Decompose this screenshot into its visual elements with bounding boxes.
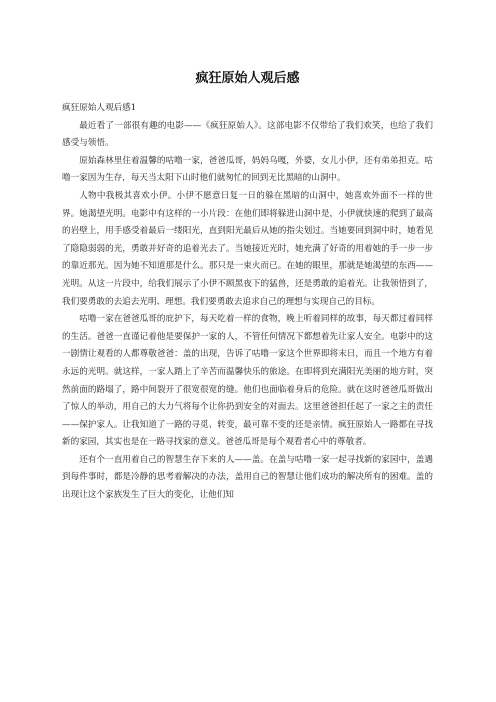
- paragraph-3: 人物中我极其喜欢小伊。小伊不愿意日复一日的躲在黑暗的山洞中，她喜欢外面不一样的世界。她渴望光明。电影中有这样的一小片段：在他们即将躲进山洞中是，小伊就快速的爬到了最高的岩壁上，用手感受着最后一缕阳光，直到阳光最后从她的指尖划过。当她要回到洞中时，她看见了隐隐弱弱的光，勇敢并好奇的追着光去了。当她接近光时，她充满了好奇的用着她的手一步一步的靠近那光。因为她不知道那是什么。那只是一束火而已。在她的眼里，那就是她渴望的东西——光明。从这一片段中，给我们展示了小伊不顾黑夜下的猛兽，还是勇敢的追着光。让我领悟到了，我们要勇敢的去追去光明、理想。我们要勇敢去追求自己的理想与实现自己的目标。: [62, 190, 433, 307]
- paragraph-2: 原始森林里住着温馨的咕噜一家，爸爸瓜哥，妈妈乌嘎，外婆，女儿小伊，还有弟弟担克。咕噜一家因为生存，每天当太阳下山时他们就匆忙的回到无比黑暗的山洞中。: [62, 155, 433, 184]
- document-subtitle: 疯狂原始人观后感1: [62, 103, 137, 113]
- paragraph-4: 咕噜一家在爸爸瓜哥的庇护下，每天吃着一样的食物，晚上听着同样的故事，每天都过着同样的生活。爸爸一直谨记着他是要保护一家的人，不管任何情况下都想着先让家人安全。电影中的这一剧情让观看的人都尊敬爸爸：盖的出现，告诉了咕噜一家这个世界即将末日，而且一个地方有着永远的光明。就这样，一家人踏上了辛苦而温馨快乐的旅途。在即将到充满阳光美丽的地方时，突然前面的路塌了，路中间裂开了很宽很宽的缝。他们也面临着身后的危险。就在这时爸爸瓜哥做出了惊人的举动，用自己的大力气将每个让你扔到安全的对面去。这里爸爸担任起了一家之主的责任——保护家人。让我知道了一路的寻觅、转变，最可靠不变的还是亲情。疯狂原始人一路都在寻找新的家园，其实也是在一路寻找家的意义。爸爸瓜哥是每个观看者心中的尊敬者。: [62, 314, 433, 448]
- paragraph-5: 还有个一直用着自己的智慧生存下来的人——盖。在盖与咕噜一家一起寻找新的家园中，盖遇到每件事时，都是冷静的思考着解决的办法，盖用自己的智慧让他们成功的解决所有的困难。盖的出现让这个家族发生了巨大的变化，让他们知: [62, 454, 433, 501]
- paragraph-1: 最近看了一部很有趣的电影——《疯狂原始人》。这部电影不仅带给了我们欢笑，也给了我们感受与领悟。: [62, 120, 433, 149]
- document-page: [62, 70, 433, 505]
- document-title: 疯狂原始人观后感: [195, 71, 300, 86]
